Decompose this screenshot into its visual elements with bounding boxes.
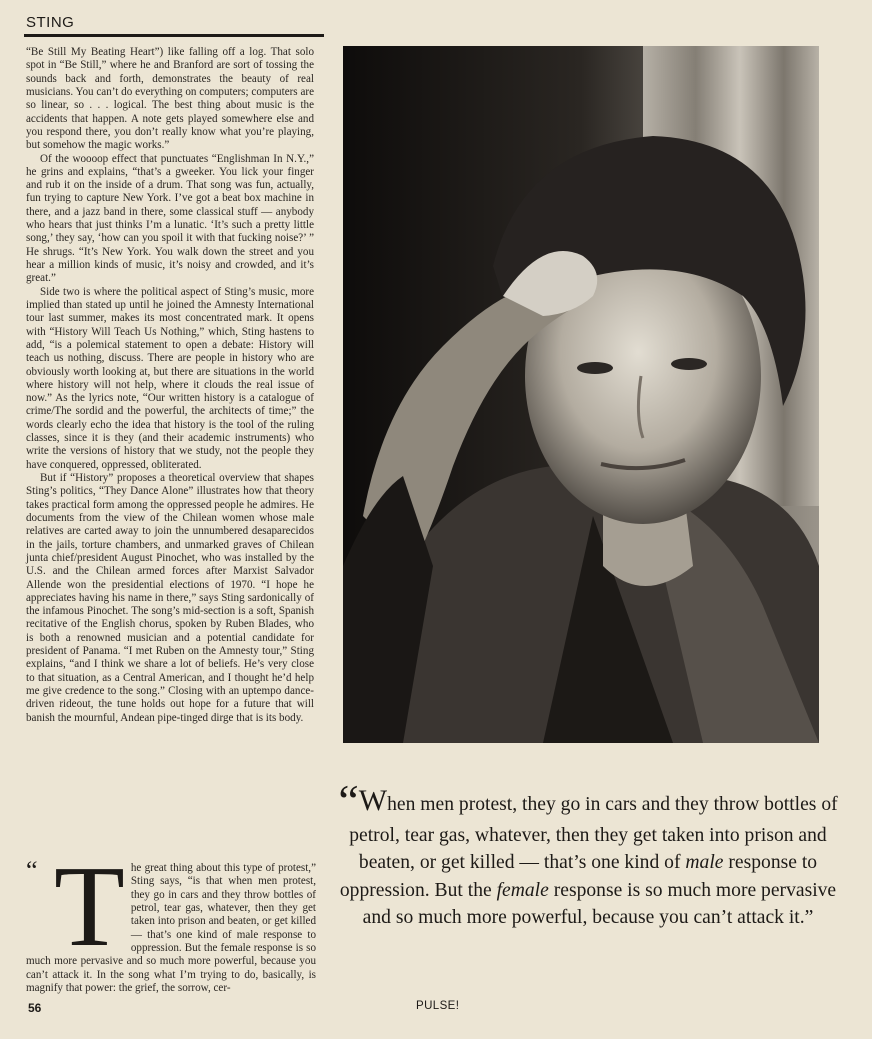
pull-quote-text: response is so much more pervasive and so much more powerful, because you can’t attack it.” <box>362 879 837 929</box>
pull-quote-open-mark: “ <box>338 775 359 826</box>
drop-cap: T <box>54 843 125 971</box>
article-paragraph: “Be Still My Beating Heart”) like falling off a log. That solo spot in “Be Still,” where he and Branford are sort of tossing the sounds back and forth, demonstrates the beauty of real musicians. You can’t do everything on computers; computers are so linear, so . . . logical. The best thing about music is the accidents that happen. A note gets played somewhere else and you respond there, you don’t really know what you’re playing, but somehow the magic works.” <box>26 46 314 152</box>
article-paragraph: Side two is where the political aspect of Sting’s music, more implied than stated up until he joined the Amnesty International tour last summer, makes its most concentrated mark. It opens with “History Will Teach Us Nothing,” which, Sting hastens to add, “is a polemical statement to open a debate: History will teach us nothing, discuss. There are people in history who are obviously worth looking at, but there are situations in the world where history will not help, where it clouds the real issue of now.” As the lyrics note, “Our written history is a catalogue of crime/The sordid and the powerful, the architects of time;” the words clearly echo the idea that history is the tool of the ruling classes, since it is they (and their academic instruments) who write the versions of history that we study, not the people they have conquered, oppressed, obliterated. <box>26 285 314 471</box>
pull-quote <box>338 775 838 932</box>
article-paragraph: Of the woooop effect that punctuates “Englishman In N.Y.,” he grins and explains, “that’s a gweeker. You lick your finger and rub it on the inside of a drum. That song was fun, actually, fun trying to capture New York. I’ve got a beat box machine in there, and a jazz band in there, some classical stuff — anybody who hears that just thinks I’m a lunatic. ‘It’s such a pretty little song,’ they say, ‘how can you spoil it with that fucking noise?’ ” He shrugs. “It’s New York. You walk down the street and you hear a million kinds of music, it’s noisy and crowded, and it’s great.” <box>26 152 314 285</box>
magazine-name: PULSE! <box>416 1000 460 1012</box>
header-rule <box>24 34 324 37</box>
article-paragraph: But if “History” proposes a theoretical overview that shapes Sting’s politics, “They Dance Alone” illustrates how that theory takes practical form among the oppressed people he admires. He documents from the view of the Chilean women whose male relatives are carted away to join the unnumbered desaparecidos in the jails, torture chambers, and unmarked graves of Chilean junta chief/president August Pinochet, who was installed by the U.S. and the Chilean armed forces after Marxist Salvador Allende won the presidential elections of 1970. “I hope he appreciates having his name in there,” says Sting sardonically of the infamous Pinochet. The song’s mid-section is a soft, Spanish recitative of the English chorus, spoken by Ruben Blades, who is both a renowned musician and a potential candidate for president of Panama. “I met Ruben on the Amnesty tour,” Sting explains, “and I think we share a lot of beliefs. He’s very close to that situation, as a Central American, and I thought he’d help me give credence to the song.” Closing with an uptempo dance-driven rideout, the tune holds out hope for a future that will banish the mournful, Andean pipe-tinged dirge that is its body. <box>26 472 314 724</box>
pull-quote-emphasis: male <box>685 852 724 874</box>
dropcap-quote-text: he great thing about this type of protest,” Sting says, “is that when men protest, they go in cars and they throw bottles of petrol, tear gas, whatever, then they get taken into prison and beaten, or get killed — that’s one kind of male response to oppression. But the female response is so much more pervasive and so much more powerful, because you can’t attack it. In the song what I’m trying to do, basically, is magnify that power: the grief, the sorrow, cer- <box>26 862 316 994</box>
page-number: 56 <box>28 1001 42 1015</box>
article-column <box>26 46 314 725</box>
pull-quote-text: response to oppression. But the <box>339 852 818 901</box>
open-quote-mark: “ <box>26 856 38 885</box>
section-header <box>24 14 324 37</box>
pull-quote-initial: W <box>358 784 388 817</box>
dropcap-quote-block <box>26 843 316 994</box>
portrait-illustration <box>343 46 819 743</box>
pull-quote-text: hen men protest, they go in cars and they throw bottles of petrol, tear gas, whatever, then they get taken into prison and beaten, or get killed — that’s one kind of <box>349 794 838 874</box>
section-label: STING <box>26 14 75 31</box>
portrait-photo <box>343 46 819 743</box>
pull-quote-emphasis: female <box>496 879 549 901</box>
